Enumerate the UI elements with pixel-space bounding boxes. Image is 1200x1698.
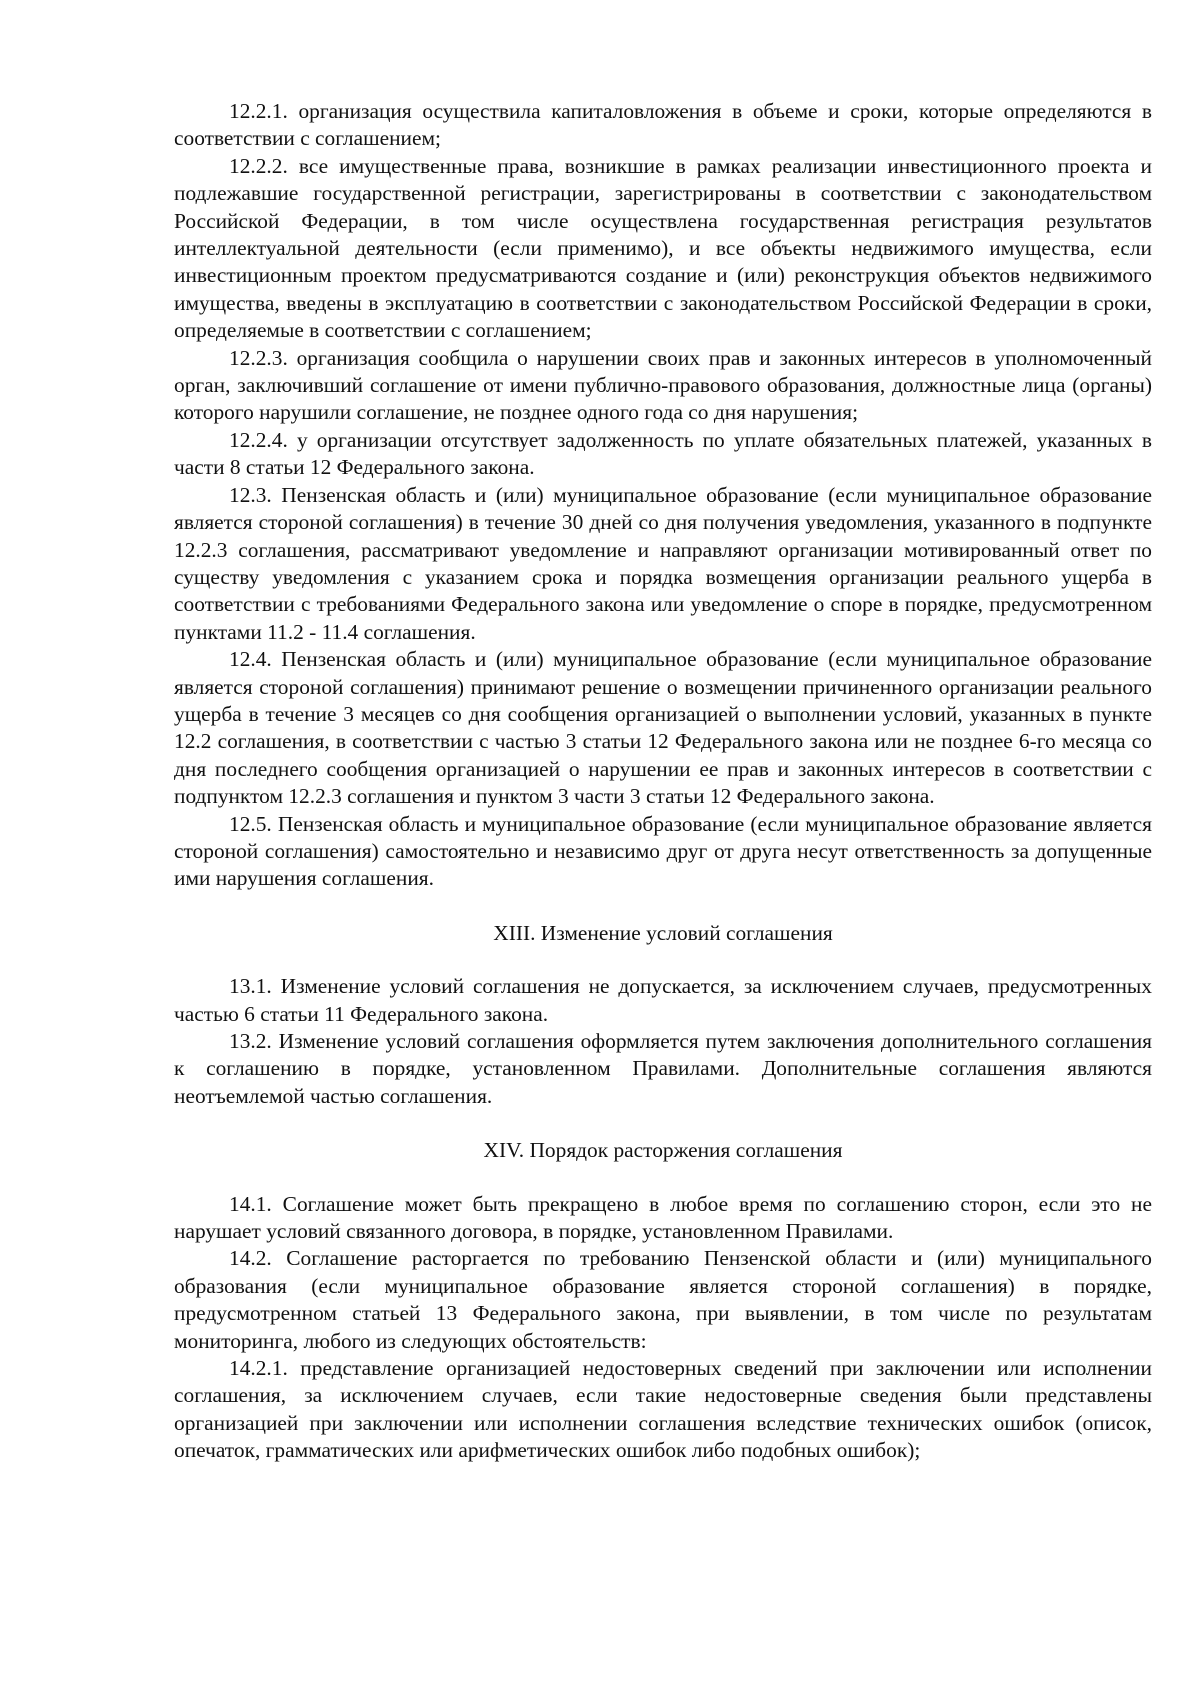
spacer <box>174 893 1152 920</box>
paragraph-12-2-3: 12.2.3. организация сообщила о нарушении своих прав и законных интересов в уполномоченный орган, заключивший соглашение от имени публично-правового образования, должностные лица (органы) которого нарушили соглашение, не позднее одного года со дня нарушения; <box>174 345 1152 425</box>
spacer <box>174 1110 1152 1137</box>
paragraph-14-2: 14.2. Соглашение расторгается по требованию Пензенской области и (или) муниципального образования (если муниципальное образование является стороной соглашения) в порядке, предусмотренном статьей 13 Федерального закона, при выявлении, в том числе по результатам мониторинга, любого из следующих обстоятельств: <box>174 1246 1152 1353</box>
section-heading-14: XIV. Порядок расторжения соглашения <box>483 1138 843 1163</box>
paragraph-12-2-4: 12.2.4. у организации отсутствует задолженность по уплате обязательных платежей, указанных в части 8 статьи 12 Федерального закона. <box>174 427 1152 480</box>
document-page <box>174 98 1152 1465</box>
paragraph-14-1: 14.1. Соглашение может быть прекращено в любое время по соглашению сторон, если это не нарушает условий связанного договора, в порядке, установленном Правилами. <box>174 1191 1152 1244</box>
paragraph-12-3: 12.3. Пензенская область и (или) муниципальное образование (если муниципальное образование является стороной соглашения) в течение 30 дней со дня получения уведомления, указанного в подпункте 12.2.3 соглашения, рассматривают уведомление и направляют организации мотивированный ответ по существу уведомления с указанием срока и порядка возмещения организации реального ущерба в соответствии с требованиями Федерального закона или уведомление о споре в порядке, предусмотренном пунктами 11.2 - 11.4 соглашения. <box>174 482 1152 644</box>
paragraph-12-5: 12.5. Пензенская область и муниципальное образование (если муниципальное образование является стороной соглашения) самостоятельно и независимо друг от друга несут ответственность за допущенные ими нарушения соглашения. <box>174 811 1152 891</box>
paragraph-13-2: 13.2. Изменение условий соглашения оформляется путем заключения дополнительного соглашения к соглашению в порядке, установленном Правилами. Дополнительные соглашения являются неотъемлемой частью соглашения. <box>174 1029 1152 1108</box>
paragraph-12-2-1: 12.2.1. организация осуществила капиталовложения в объеме и сроки, которые определяются в соответствии с соглашением; <box>174 99 1152 151</box>
paragraph-12-4: 12.4. Пензенская область и (или) муниципальное образование (если муниципальное образование является стороной соглашения) принимают решение о возмещении причиненного организации реального ущерба в течение 3 месяцев со дня сообщения организацией о выполнении условий, указанных в пункте 12.2 соглашения, в соответствии с частью 3 статьи 12 Федерального закона или не позднее 6-го месяца со дня последнего сообщения организацией о нарушении ее прав и законных интересов в соответствии с подпунктом 12.2.3 соглашения и пунктом 3 части 3 статьи 12 Федерального закона. <box>174 647 1152 809</box>
paragraph-13-1: 13.1. Изменение условий соглашения не допускается, за исключением случаев, предусмотренных частью 6 статьи 11 Федерального закона. <box>174 974 1152 1026</box>
paragraph-12-2-2: 12.2.2. все имущественные права, возникшие в рамках реализации инвестиционного проекта и подлежавшие государственной регистрации, зарегистрированы в соответствии с законодательством Российской Федерации, в том числе осуществлена государственная регистрация результатов интеллектуальной деятельности (если применимо), и все объекты недвижимого имущества, если инвестиционным проектом предусматриваются создание и (или) реконструкция объектов недвижимого имущества, введены в эксплуатацию в соответствии с законодательством Российской Федерации в сроки, определяемые в соответствии с соглашением; <box>174 153 1152 343</box>
section-heading-13: XIII. Изменение условий соглашения <box>493 920 833 945</box>
spacer <box>174 947 1152 973</box>
spacer <box>174 1165 1152 1191</box>
paragraph-14-2-1: 14.2.1. представление организацией недостоверных сведений при заключении или исполнении соглашения, за исключением случаев, если такие недостоверные сведения были представлены организацией при заключении или исполнении соглашения вследствие технических ошибок (описок, опечаток, грамматических или арифметических ошибок либо подобных ошибок); <box>174 1356 1152 1463</box>
